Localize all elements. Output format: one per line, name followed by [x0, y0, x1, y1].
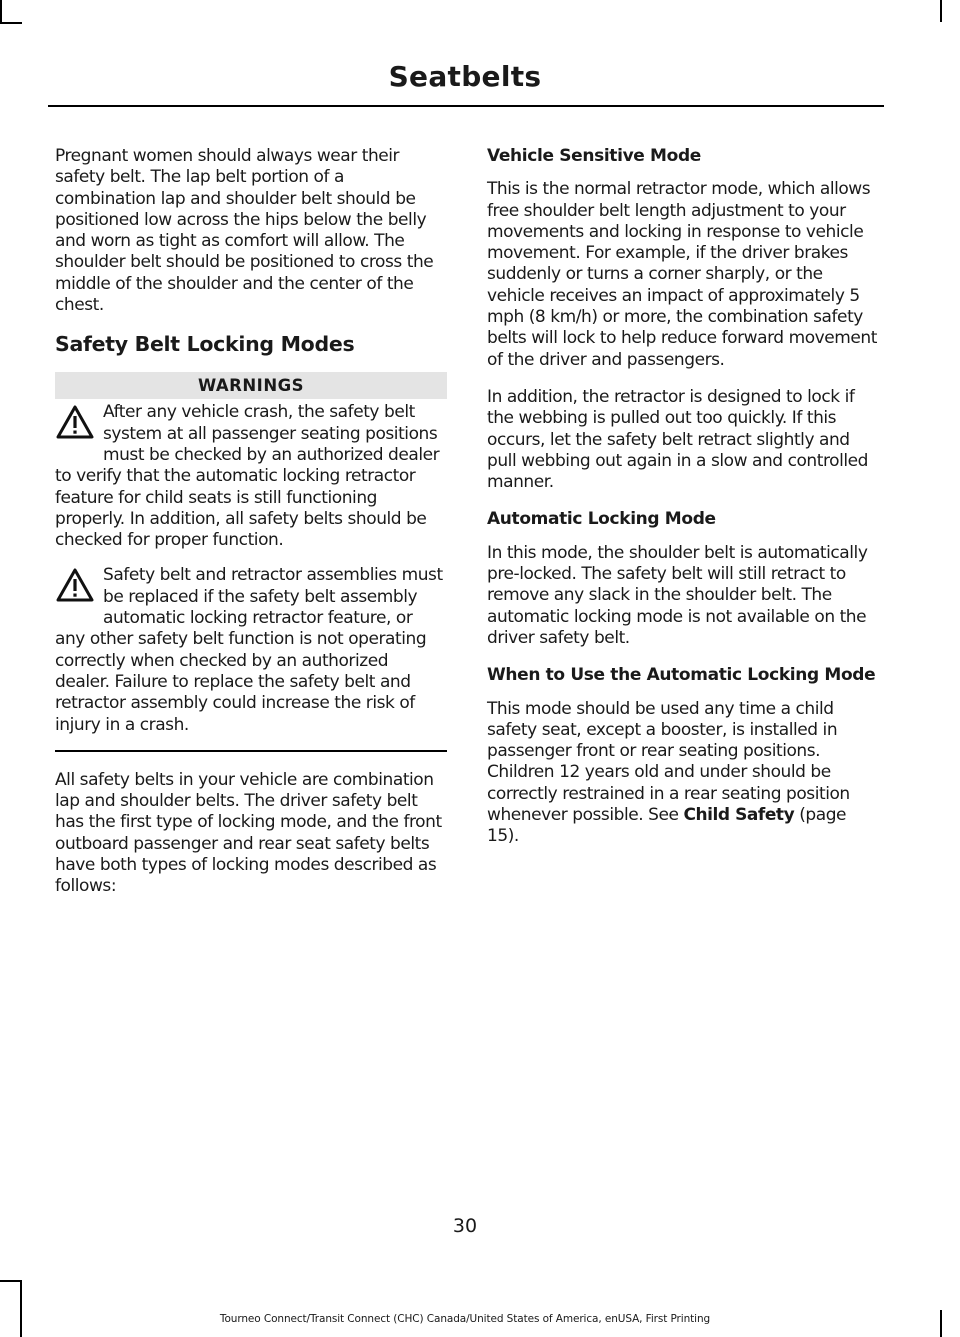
header-divider	[48, 105, 884, 107]
retractor-lock-paragraph: In addition, the retractor is designed to lock if the webbing is pulled out too quickly. If this occurs, let the safety belt retract slightly and pull webbing out again in a slow and controlled manner.	[487, 386, 868, 493]
warning-triangle-icon	[55, 567, 103, 611]
warning-item	[55, 565, 447, 735]
right-column	[487, 146, 880, 864]
page-reference: (page 15).	[487, 805, 847, 847]
page-title: Seatbelts	[388, 60, 542, 93]
page-number: 30	[452, 1215, 478, 1237]
crop-mark	[20, 1282, 22, 1337]
crop-mark	[0, 1280, 22, 1282]
section-heading: Safety Belt Locking Modes	[55, 332, 355, 357]
left-column	[55, 146, 447, 914]
vehicle-sensitive-mode-heading: Vehicle Sensitive Mode	[487, 146, 701, 166]
warning-triangle-icon	[55, 404, 103, 448]
intro-paragraph: Pregnant women should always wear their safety belt. The lap belt portion of a combination lap and shoulder belt should be positioned low across the hips below the belly and worn as tight as comfort will allow. The shoulder belt should be positioned to cross the middle of the shoulder and the center of the chest.	[55, 146, 434, 316]
automatic-locking-mode-heading: Automatic Locking Mode	[487, 509, 716, 530]
crop-mark	[0, 0, 2, 22]
warnings-title: WARNINGS	[55, 372, 447, 399]
warnings-box	[55, 372, 447, 751]
warnings-end-rule	[55, 750, 447, 752]
warning-item	[55, 402, 447, 551]
automatic-locking-mode-paragraph: In this mode, the shoulder belt is automatically pre-locked. The safety belt will still retract to remove any slack in the shoulder belt. The automatic locking mode is not available on the driver safety belt.	[487, 542, 868, 648]
child-safety-link[interactable]: Child Safety	[683, 805, 795, 826]
when-to-use-heading: When to Use the Automatic Locking Mode	[487, 665, 876, 686]
warning-text: Safety belt and retractor assemblies must be replaced if the safety belt assembly automatic locking retractor feature, or any other safety belt function is not operating correctly when checked by an authorized dealer. Failure to replace the safety belt and retractor assembly could increase the risk of injury in a crash.	[55, 565, 443, 735]
crop-mark	[0, 22, 22, 24]
when-to-use-text: This mode should be used any time a child safety seat, except a booster, is installed in passenger front or rear seating positions. Children 12 years old and under should be correctly restrained in a rear seating position whenever possible. See	[487, 698, 850, 826]
vehicle-sensitive-mode-paragraph: This is the normal retractor mode, which allows free shoulder belt length adjustment to your movements and locking in response to vehicle movement. For example, if the driver brakes suddenly or turns a corner sharply, or the vehicle receives an impact of approximately 5 mph (8 km/h) or more, the combination safety belts will lock to help reduce forward movement of the driver and passengers.	[487, 179, 877, 370]
when-to-use-paragraph	[487, 699, 880, 848]
footer-text: Tourneo Connect/Transit Connect (CHC) Canada/United States of America, enUSA, First Printing	[219, 1313, 711, 1325]
crop-mark	[940, 0, 942, 22]
crop-mark	[940, 1310, 942, 1337]
warning-text: After any vehicle crash, the safety belt system at all passenger seating positions must be checked by an authorized dealer to verify that the automatic locking retractor feature for child seats is still functioning properly. In addition, all safety belts should be checked for proper function.	[55, 402, 440, 551]
locking-modes-paragraph: All safety belts in your vehicle are combination lap and shoulder belts. The driver safety belt has the first type of locking mode, and the front outboard passenger and rear seat safety belts have both types of locking modes described as follows:	[55, 769, 442, 897]
